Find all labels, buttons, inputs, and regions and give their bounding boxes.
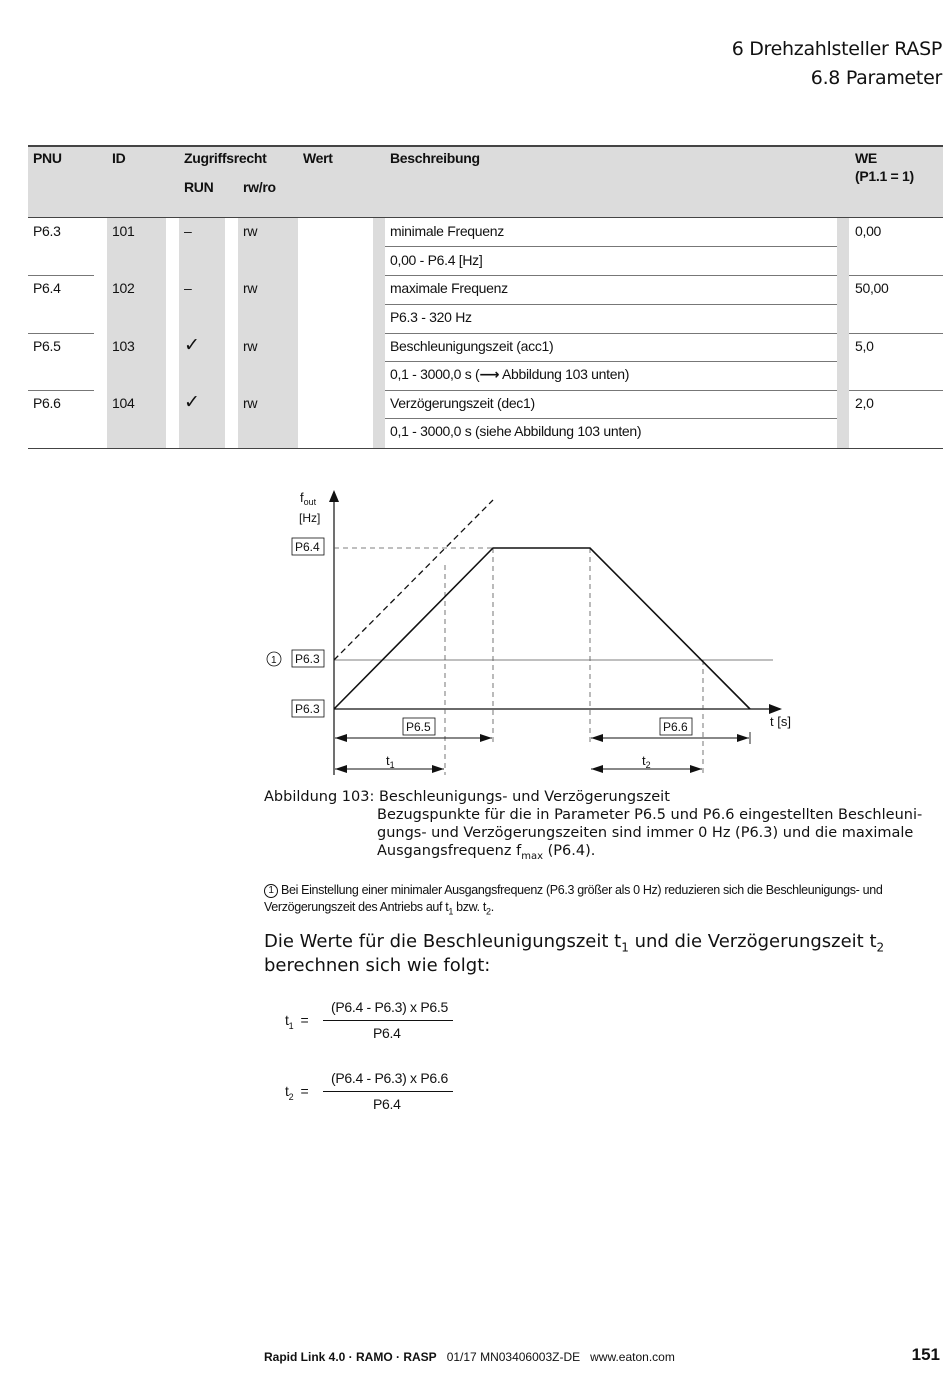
row-default: 2,0: [855, 395, 874, 411]
header-default-2: (P1.1 = 1): [855, 168, 914, 184]
footer-product: Rapid Link 4.0 · RAMO · RASP: [264, 1350, 437, 1364]
figure-caption-line2: gungs- und Verzögerungszeiten sind immer 0 Hz (P6.3) und die maximale: [377, 825, 914, 841]
ramp-extension: [334, 500, 493, 660]
label-p64: P6.4: [295, 540, 320, 554]
body-text-line2: berechnen sich wie folgt:: [264, 955, 491, 976]
label-t1: $t_1$: [386, 753, 395, 770]
page-number: 151: [911, 1345, 940, 1364]
row-range: [390, 366, 629, 383]
header-id: ID: [112, 150, 126, 166]
label-p63: P6.3: [295, 702, 320, 716]
figure-caption-line3: Ausgangsfrequenz $f_{max}$ (P6.4).: [377, 843, 596, 862]
footer: [264, 1350, 675, 1364]
header-value: Wert: [303, 150, 333, 166]
range-suffix: Abbildung 103 unten): [499, 366, 630, 382]
row-run-check: ✓: [184, 392, 200, 413]
label-p63-marked: P6.3: [295, 652, 320, 666]
row-range: 0,00 - P6.4 [Hz]: [390, 252, 483, 268]
y-axis-unit: [Hz]: [299, 511, 321, 525]
row-description: minimale Frequenz: [390, 223, 504, 239]
formula-numerator: (P6.4 - P6.3) x P6.6: [331, 1070, 448, 1086]
row-rw: rw: [243, 223, 258, 239]
header-section: 6.8 Parameter: [810, 67, 942, 89]
formula-denominator: P6.4: [373, 1025, 401, 1041]
row-pnu: P6.3: [33, 223, 61, 239]
header-row-shade: [28, 145, 943, 217]
body-text-line1: Die Werte für die Beschleunigungszeit $t_1$ und die Verzögerungszeit $t_2$: [264, 931, 885, 955]
frequency-profile: [334, 548, 750, 709]
header-pnu: PNU: [33, 150, 62, 166]
formula-denominator: P6.4: [373, 1096, 401, 1112]
header-access: Zugriffsrecht: [184, 150, 267, 166]
row-id: 104: [112, 395, 135, 411]
row-id: 102: [112, 280, 135, 296]
header-rwro: rw/ro: [243, 179, 276, 195]
row-description: Beschleunigungszeit (acc1): [390, 338, 554, 354]
row-default: 50,00: [855, 280, 889, 296]
y-axis-arrow-icon: [329, 490, 339, 502]
row-id: 103: [112, 338, 135, 354]
parameter-table: [28, 145, 943, 449]
figure-caption-line1: Bezugspunkte für die in Parameter P6.5 und P6.6 eingestellten Beschleuni-: [377, 807, 923, 823]
footer-website[interactable]: www.eaton.com: [590, 1350, 675, 1364]
row-description: maximale Frequenz: [390, 280, 508, 296]
row-run-check: ✓: [184, 335, 200, 356]
acceleration-deceleration-diagram: [255, 480, 815, 780]
row-run: –: [184, 280, 192, 296]
y-axis-label: $f_{out}$: [300, 490, 317, 507]
row-range: 0,1 - 3000,0 s (siehe Abbildung 103 unten): [390, 423, 642, 439]
label-p66: P6.6: [663, 720, 688, 734]
note-line1: 1 Bei Einstellung einer minimaler Ausgangsfrequenz (P6.3 größer als 0 Hz) reduzieren sich die Beschleunigungs- und: [264, 883, 882, 898]
row-rw: rw: [243, 338, 258, 354]
range-prefix: 0,1 - 3000,0 s (: [390, 366, 480, 382]
header-default-1: WE: [855, 150, 877, 166]
footer-doc: 01/17 MN03406003Z-DE: [446, 1350, 581, 1364]
row-run: –: [184, 223, 192, 239]
figure-caption-title: Abbildung 103: Beschleunigungs- und Verzögerungszeit: [264, 789, 670, 805]
dimension-arrows: [335, 732, 750, 769]
note-line2: Verzögerungszeit des Antriebs auf $t_1$ bzw. $t_2$.: [264, 900, 494, 917]
row-pnu: P6.5: [33, 338, 61, 354]
label-t2: $t_2$: [642, 753, 651, 770]
arrow-right-icon: ⟶: [479, 367, 500, 383]
x-axis-arrow-icon: [769, 704, 782, 714]
row-pnu: P6.4: [33, 280, 61, 296]
formula-numerator: (P6.4 - P6.3) x P6.5: [331, 999, 448, 1015]
row-description: Verzögerungszeit (dec1): [390, 395, 535, 411]
marker-circle-icon: 1: [264, 884, 278, 898]
header-chapter: 6 Drehzahlsteller RASP: [731, 38, 942, 60]
header-description: Beschreibung: [390, 150, 480, 166]
row-default: 5,0: [855, 338, 874, 354]
row-pnu: P6.6: [33, 395, 61, 411]
helper-lines: [334, 548, 703, 775]
x-axis-label: t [s]: [770, 714, 791, 729]
header-run: RUN: [184, 179, 214, 195]
marker-number: 1: [271, 655, 277, 666]
row-range: P6.3 - 320 Hz: [390, 309, 472, 325]
row-rw: rw: [243, 395, 258, 411]
row-default: 0,00: [855, 223, 882, 239]
label-p65: P6.5: [406, 720, 431, 734]
row-rw: rw: [243, 280, 258, 296]
row-id: 101: [112, 223, 135, 239]
